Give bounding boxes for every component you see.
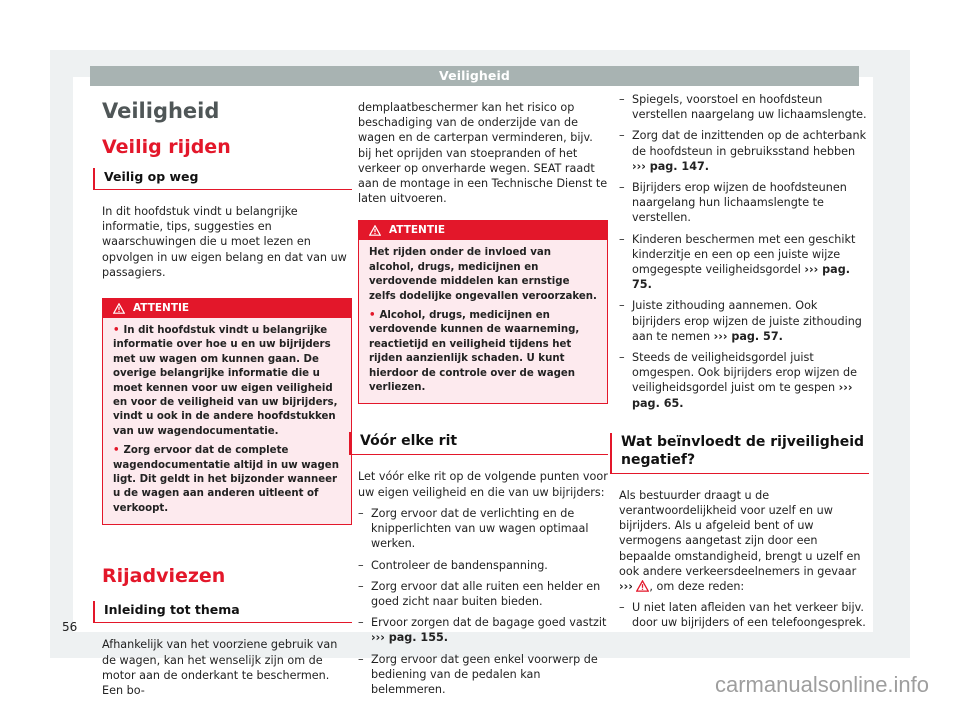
list-item: – Ervoor zorgen dat de bagage goed vastzit ››› pag. 155.	[358, 615, 608, 645]
warning-triangle-icon	[636, 580, 649, 592]
checklist-continued	[619, 92, 869, 411]
subsection-title-rijveiligheid: Wat beïnvloedt de rijveiligheid negatief?	[610, 433, 869, 474]
list-item: – Spiegels, voorstoel en hoofdsteun verstellen naargelang uw lichaamslengte.	[619, 92, 869, 122]
column-3	[619, 92, 869, 631]
list-item: – Steeds de veiligheidsgordel juist omgespen. Ook bijrijders erop wijzen de veiligheidsgordel juist om te gespen ››› pag. 65.	[619, 350, 869, 411]
bullet-icon: •	[113, 445, 120, 457]
list-item: – Juiste zithouding aannemen. Ook bijrijders erop wijzen de juiste zithouding aan te nemen ››› pag. 57.	[619, 298, 869, 344]
list-item: – Zorg ervoor dat geen enkel voorwerp de bediening van de pedalen kan belemmeren.	[358, 652, 608, 698]
warning-header	[359, 221, 607, 240]
warning-header	[103, 299, 351, 318]
list-item: – Zorg ervoor dat alle ruiten een helder en goed zicht naar buiten bieden.	[358, 579, 608, 609]
warning-body	[359, 240, 607, 403]
warning-item: • Alcohol, drugs, medicijnen en verdovende kunnen de waarneming, reactietijd en veiligheid tijdens het rijden aanzienlijk schaden. U kunt hierdoor de controle over de wagen verliezen.	[369, 310, 580, 394]
warning-label: ATTENTIE	[133, 302, 190, 315]
subsection-title-voor-elke-rit: Vóór elke rit	[349, 432, 608, 455]
warning-triangle-icon	[369, 225, 381, 236]
page-reference-link[interactable]: ››› pag. 75.	[632, 263, 850, 292]
checklist	[358, 506, 608, 697]
cross-reference-link[interactable]: ›››	[619, 580, 633, 594]
watermark: carmanualsonline.info	[715, 672, 930, 697]
warning-lead: Het rijden onder de invloed van alcohol, drugs, medicijnen en verdovende middelen kan ernstige zelfs dodelijke ongevallen veroorzaken.	[369, 247, 597, 302]
continued-paragraph: demplaatbeschermer kan het risico op beschadiging van de onderzijde van de wagen en de carterpan verminderen, bijv. bij het oprijden van stoepranden of het verkeer op onverharde wegen. SEAT raadt aan de montage in een Technische Dienst te laten uitvoeren.	[358, 101, 608, 206]
body-paragraph: Als bestuurder draagt u de verantwoordelijkheid voor uzelf en uw bijrijders. Als u afgeleid bent of uw vermogens aangetast zijn door een bepaalde omstandigheid, brengt u uzelf en ook andere verkeersdeelnemers in gevaar ››› , om deze reden:	[619, 488, 861, 594]
running-header	[90, 66, 859, 86]
running-header-title: Veiligheid	[439, 68, 510, 83]
section-title-veilig-rijden: Veilig rijden	[102, 136, 231, 158]
intro2-paragraph: Afhankelijk van het voorziene gebruik van de wagen, kan het wenselijk zijn om de motor aan de onderkant te beschermen. Een bo-	[102, 638, 338, 697]
warning-triangle-icon	[113, 303, 125, 314]
warning-box-1	[102, 298, 352, 525]
reasons-list	[619, 600, 869, 630]
section-title-rijadviezen: Rijadviezen	[102, 565, 226, 588]
chapter-title: Veiligheid	[102, 99, 220, 123]
list-item: – Zorg dat de inzittenden op de achterbank de hoofdsteun in gebruiksstand hebben ››› pag. 147.	[619, 128, 869, 174]
list-item: – Controleer de bandenspanning.	[358, 558, 608, 573]
list-item: – Zorg ervoor dat de verlichting en de knipperlichten van uw wagen optimaal werken.	[358, 506, 608, 552]
column-2	[358, 100, 608, 697]
bullet-icon: •	[369, 310, 376, 322]
page-reference-link[interactable]: ››› pag. 57.	[713, 329, 783, 343]
warning-item: • Zorg ervoor dat de complete wagendocumentatie altijd in uw wagen ligt. Dit geldt in het bijzonder wanneer u de wagen aan anderen uitleent of verkoopt.	[113, 445, 339, 514]
page-reference-link[interactable]: ››› pag. 65.	[632, 381, 853, 410]
intro-paragraph: In dit hoofdstuk vindt u belangrijke informatie, tips, suggesties en waarschuwingen die u moet lezen en opvolgen in uw eigen belang en dat van uw passagiers.	[102, 205, 347, 279]
bullet-icon: •	[113, 325, 120, 337]
subsection-title-veilig-op-weg: Veilig op weg	[93, 168, 352, 190]
page-number: 56	[62, 620, 78, 634]
page-reference-link[interactable]: ››› pag. 147.	[632, 159, 710, 173]
list-item: – U niet laten afleiden van het verkeer bijv. door uw bijrijders of een telefoongesprek.	[619, 600, 869, 630]
list-item: – Bijrijders erop wijzen de hoofdsteunen naargelang hun lichaamslengte te verstellen.	[619, 180, 869, 226]
subsection-title-inleiding: Inleiding tot thema	[93, 601, 352, 623]
column-1	[102, 96, 352, 698]
checklist-intro: Let vóór elke rit op de volgende punten voor uw eigen veiligheid en die van uw bijrijders:	[358, 470, 608, 499]
list-item: – Kinderen beschermen met een geschikt kinderzitje en een op een juiste wijze omgegespte veiligheidsgordel ››› pag. 75.	[619, 232, 869, 293]
warning-item: • In dit hoofdstuk vindt u belangrijke informatie over hoe u en uw bijrijders met uw wagen om kunnen gaan. De overige belangrijke informatie die u moet kennen voor uw eigen veiligheid en voor de veiligheid van uw bijrijders, vindt u ook in de andere hoofdstukken van uw wagendocumentatie.	[113, 325, 338, 437]
warning-label: ATTENTIE	[389, 224, 446, 237]
warning-box-2	[358, 220, 608, 404]
page-reference-link[interactable]: ››› pag. 155.	[371, 631, 449, 645]
warning-body	[103, 318, 351, 524]
